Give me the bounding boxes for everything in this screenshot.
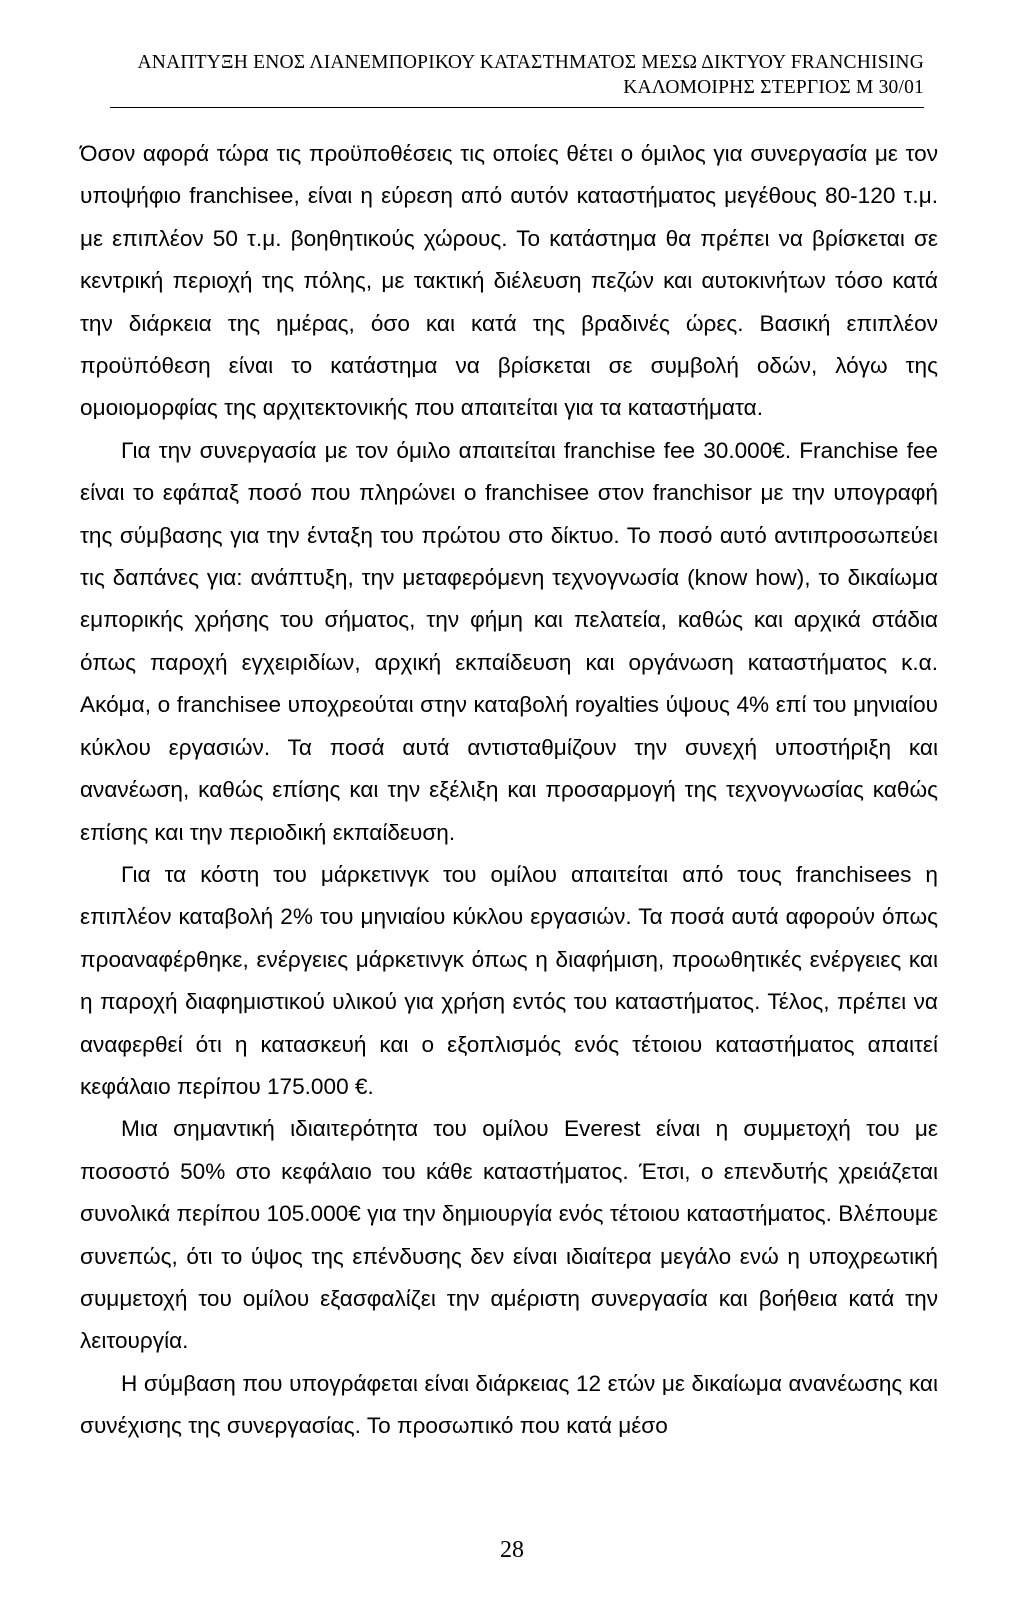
running-header bbox=[80, 50, 924, 100]
body-text bbox=[80, 133, 938, 1448]
paragraph-capital-participation: Μια σημαντική ιδιαιτερότητα του ομίλου Everest είναι η συμμετοχή του με ποσοστό 50% στο κεφάλαιο του κάθε καταστήματος. Έτσι, ο επενδυτής χρειάζεται συνολικά περίπου 105.000€ για την δημιουργία ενός τέτοιου καταστήματος. Βλέπουμε συνεπώς, ότι το ύψος της επένδυσης δεν είναι ιδιαίτερα μεγάλο ενώ η υποχρεωτική συμμετοχή του ομίλου εξασφαλίζει την αμέριστη συνεργασία και βοήθεια κατά την λειτουργία. bbox=[80, 1116, 938, 1354]
header-title: ΑΝΑΠΤΥΞΗ ΕΝΟΣ ΛΙΑΝΕΜΠΟΡΙΚΟΥ ΚΑΤΑΣΤΗΜΑΤΟΣ ΜΕΣΩ ΔΙΚΤΥΟΥ FRANCHISING bbox=[137, 52, 924, 73]
paragraph-marketing-costs: Για τα κόστη του μάρκετινγκ του ομίλου απαιτείται από τους franchisees η επιπλέον καταβολή 2% του μηνιαίου κύκλου εργασιών. Τα ποσά αυτά αφορούν όπως προαναφέρθηκε, ενέργειες μάρκετινγκ όπως η διαφήμιση, προωθητικές ενέργειες και η παροχή διαφημιστικού υλικού για χρήση εντός του καταστήματος. Τέλος, πρέπει να αναφερθεί ότι η κατασκευή και ο εξοπλισμός ενός τέτοιου καταστήματος απαιτεί κεφάλαιο περίπου 175.000 €. bbox=[80, 861, 938, 1099]
paragraph-franchise-fee: Για την συνεργασία με τον όμιλο απαιτείται franchise fee 30.000€. Franchise fee είναι το εφάπαξ ποσό που πληρώνει ο franchisee στον franchisor με την υπογραφή της σύμβασης για την ένταξη του πρώτου στο δίκτυο. Το ποσό αυτό αντιπροσωπεύει τις δαπάνες για: ανάπτυξη, την μεταφερόμενη τεχνογνωσία (know how), το δικαίωμα εμπορικής χρήσης του σήματος, την φήμη και πελατεία, καθώς και αρχικά στάδια όπως παροχή εγχειριδίων, αρχική εκπαίδευση και οργάνωση καταστήματος κ.α. Ακόμα, ο franchisee υποχρεούται στην καταβολή royalties ύψους 4% επί του μηνιαίου κύκλου εργασιών. Τα ποσά αυτά αντισταθμίζουν την συνεχή υποστήριξη και ανανέωση, καθώς επίσης και την εξέλιξη και προσαρμογή της τεχνογνωσίας καθώς επίσης και την περιοδική εκπαίδευση. bbox=[80, 437, 938, 845]
header-author: ΚΑΛΟΜΟΙΡΗΣ ΣΤΕΡΓΙΟΣ Μ 30/01 bbox=[623, 77, 924, 98]
page-number: 28 bbox=[500, 1537, 524, 1563]
paragraph-contract-duration: Η σύμβαση που υπογράφεται είναι διάρκειας 12 ετών με δικαίωμα ανανέωσης και συνέχισης της συνεργασίας. Το προσωπικό που κατά μέσο bbox=[80, 1370, 938, 1439]
header-divider bbox=[110, 107, 924, 108]
paragraph-site-requirements: Όσον αφορά τώρα τις προϋποθέσεις τις οποίες θέτει ο όμιλος για συνεργασία με τον υποψήφιο franchisee, είναι η εύρεση από αυτόν καταστήματος μεγέθους 80-120 τ.μ. με επιπλέον 50 τ.μ. βοηθητικούς χώρους. Το κατάστημα θα πρέπει να βρίσκεται σε κεντρική περιοχή της πόλης, με τακτική διέλευση πεζών και αυτοκινήτων τόσο κατά την διάρκεια της ημέρας, όσο και κατά της βραδινές ώρες. Βασική επιπλέον προϋπόθεση είναι το κατάστημα να βρίσκεται σε συμβολή οδών, λόγω της ομοιομορφίας της αρχιτεκτονικής που απαιτείται για τα καταστήματα. bbox=[80, 141, 938, 421]
